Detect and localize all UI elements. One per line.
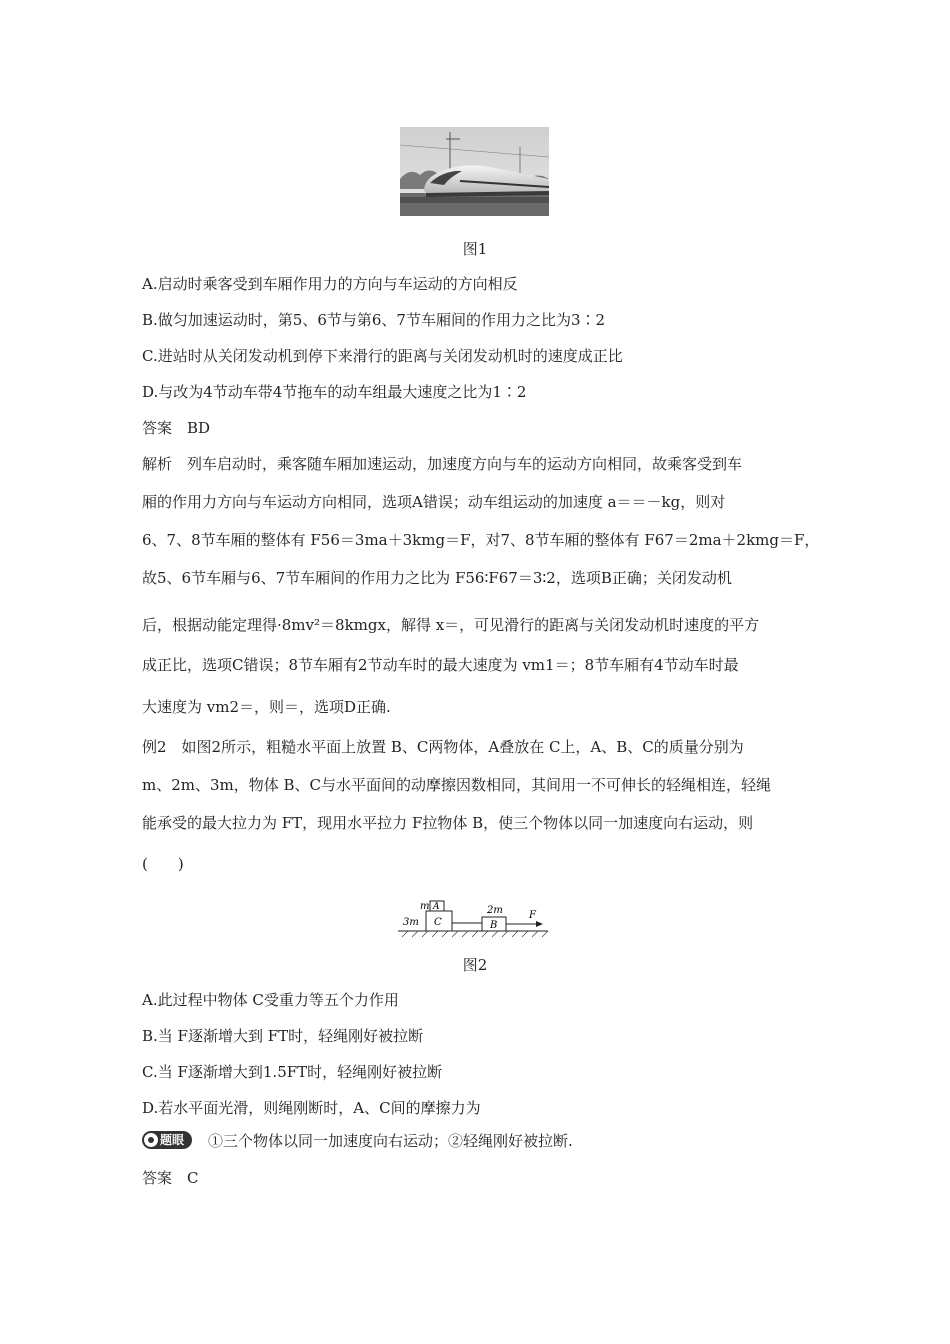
- label-b: B: [490, 920, 498, 931]
- label-f: F: [529, 910, 536, 921]
- q2-option-d: D.若水平面光滑，则绳刚断时，A、C间的摩擦力为: [142, 1099, 481, 1117]
- analysis-line: 成正比，选项C错误；8节车厢有2节动车时的最大速度为 vm1＝；8节车厢有4节动车时最: [142, 656, 739, 674]
- analysis-line: 解析 列车启动时，乘客随车厢加速运动，加速度方向与车的运动方向相同，故乘客受到车: [142, 455, 743, 473]
- label-c: C: [434, 917, 442, 928]
- blocks-diagram: [398, 893, 550, 941]
- q1-option-a: A.启动时乘客受到车厢作用力的方向与车运动的方向相反: [142, 275, 518, 293]
- analysis-line: 6、7、8节车厢的整体有 F56＝3ma＋3kmg＝F，对7、8节车厢的整体有 F67＝2ma＋2kmg＝F，: [142, 531, 820, 549]
- example-2-stem-line: 例2 如图2所示，粗糙水平面上放置 B、C两物体，A叠放在 C上，A、B、C的质量分别为: [142, 738, 744, 756]
- example-2-bracket: ( ): [142, 855, 184, 873]
- q2-option-c: C.当 F逐渐增大到1.5FT时，轻绳刚好被拉断: [142, 1063, 443, 1081]
- train-photo: [400, 127, 549, 216]
- eye-icon: [144, 1133, 158, 1147]
- label-m: m: [420, 901, 430, 912]
- example-2-stem-line: 能承受的最大拉力为 FT，现用水平拉力 F拉物体 B，使三个物体以同一加速度向右运动，则: [142, 814, 754, 832]
- key-point-label: 题眼: [160, 1133, 185, 1147]
- q1-option-b: B.做匀加速运动时，第5、6节与第6、7节车厢间的作用力之比为3∶2: [142, 311, 606, 329]
- figure-1-caption: 图1: [462, 240, 488, 258]
- label-2m: 2m: [487, 905, 503, 916]
- example-2-stem-line: m、2m、3m，物体 B、C与水平面间的动摩擦因数相同，其间用一不可伸长的轻绳相连，轻绳: [142, 776, 772, 794]
- analysis-line: 厢的作用力方向与车运动方向相同，选项A错误；动车组运动的加速度 a＝＝－kg，则对: [142, 493, 726, 511]
- analysis-line: 故5、6节车厢与6、7节车厢间的作用力之比为 F56∶F67＝3∶2，选项B正确；关闭发动机: [142, 569, 732, 587]
- label-a: A: [433, 902, 440, 912]
- q1-option-d: D.与改为4节动车带4节拖车的动车组最大速度之比为1∶2: [142, 383, 527, 401]
- q2-option-a: A.此过程中物体 C受重力等五个力作用: [142, 991, 399, 1009]
- q1-option-c: C.进站时从关闭发动机到停下来滑行的距离与关闭发动机时的速度成正比: [142, 347, 623, 365]
- q2-option-b: B.当 F逐渐增大到 FT时，轻绳刚好被拉断: [142, 1027, 424, 1045]
- analysis-line: 大速度为 vm2＝，则＝，选项D正确.: [142, 698, 391, 716]
- key-point-badge: [142, 1131, 192, 1149]
- figure-2-caption: 图2: [462, 956, 488, 974]
- label-3m: 3m: [403, 917, 419, 928]
- q1-answer: 答案 BD: [142, 419, 211, 437]
- q2-answer: 答案 C: [142, 1169, 199, 1187]
- key-point-text: ①三个物体以同一加速度向右运动；②轻绳刚好被拉断.: [208, 1132, 573, 1150]
- analysis-line: 后，根据动能定理得·8mv²＝8kmgx，解得 x＝，可见滑行的距离与关闭发动机时速度的平方: [142, 616, 760, 634]
